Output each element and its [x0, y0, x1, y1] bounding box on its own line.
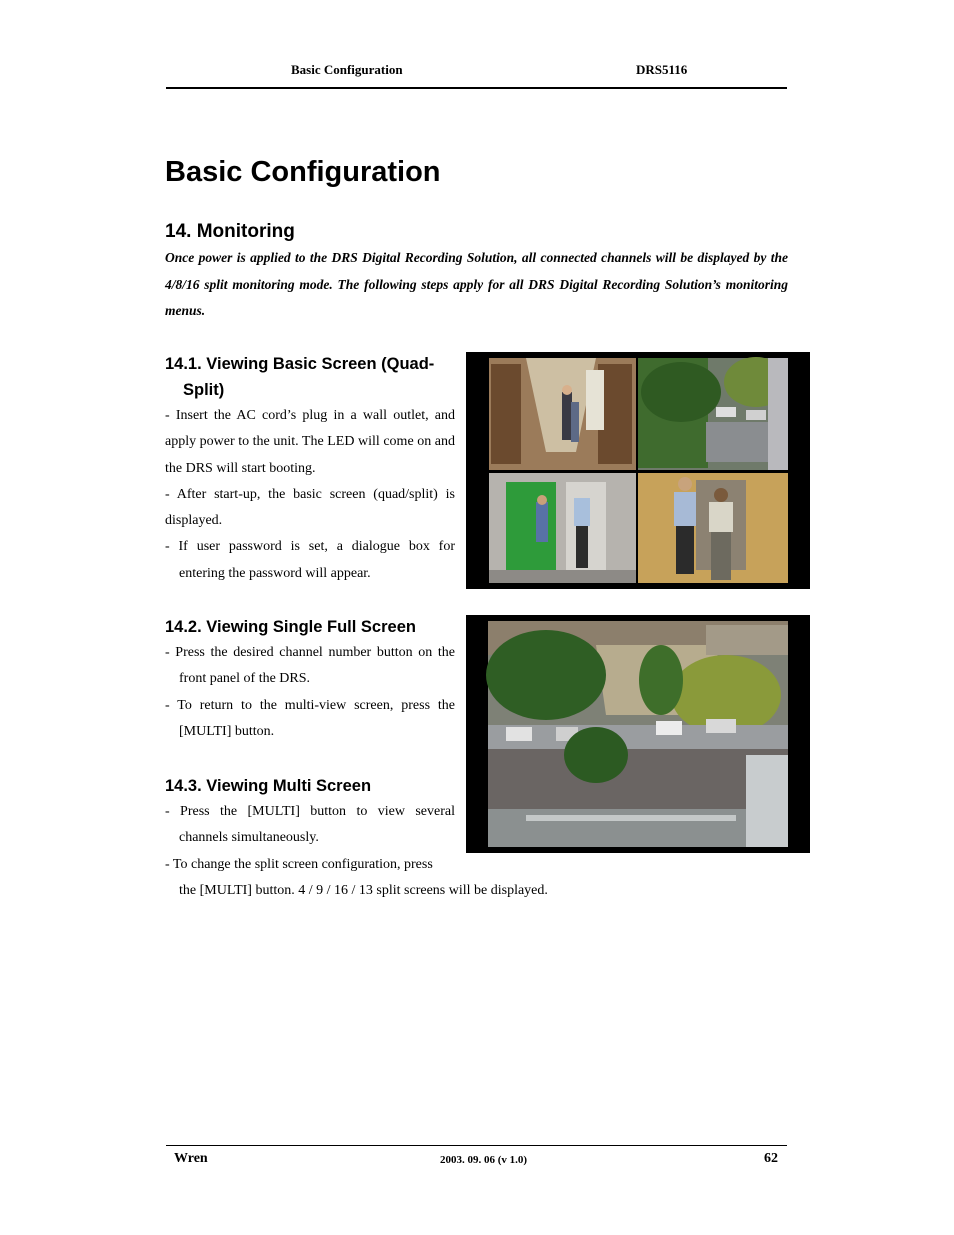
- sub1-item: - After start-up, the basic screen (quad/split) is displayed.: [165, 486, 455, 529]
- single-full-image: [466, 615, 810, 853]
- intro-paragraph: Once power is applied to the DRS Digital Recording Solution, all connected channels will be displayed by the 4/8/16 split monitoring mode. The following steps apply for all DRS Digital Recording Solution’s monitoring menus.: [165, 250, 788, 318]
- sub1-heading-line1: 14.1. Viewing Basic Screen (Quad-: [165, 355, 435, 373]
- sub3-item: the [MULTI] button. 4 / 9 / 16 / 13 split screens will be displayed.: [179, 882, 548, 898]
- footer-date: 2003. 09. 06 (v 1.0): [440, 1154, 528, 1166]
- sub1-heading: [165, 351, 434, 403]
- header-left: Basic Configuration: [291, 62, 403, 77]
- sub2-item: - Press the desired channel number button on the front panel of the DRS.: [165, 645, 455, 687]
- header-rule: [166, 87, 787, 89]
- sub2-item: - To return to the multi-view screen, press the [MULTI] button.: [165, 697, 455, 739]
- sub3-item: - To change the split screen configuration, press: [165, 856, 433, 872]
- sub1-item: - Insert the AC cord’s plug in a wall outlet, and apply power to the unit. The LED will come on and the DRS will start booting.: [165, 408, 455, 476]
- section-intro: [165, 245, 788, 325]
- sub1-item: - If user password is set, a dialogue box for entering the password will appear.: [165, 539, 455, 581]
- section-heading: 14. Monitoring: [165, 221, 295, 242]
- sub2-body: [165, 640, 455, 745]
- page-title: Basic Configuration: [165, 156, 441, 188]
- header-right: DRS5116: [636, 62, 688, 77]
- sub3-item: - Press the [MULTI] button to view several channels simultaneously.: [165, 804, 455, 846]
- sub1-body: [165, 403, 455, 587]
- sub1-heading-line2: Split): [183, 381, 225, 399]
- footer-rule: [166, 1145, 787, 1146]
- single-full-screenshot: [466, 615, 810, 853]
- quad-split-image: [466, 352, 810, 589]
- camera-street-top: [638, 357, 788, 470]
- sub3-body: [165, 799, 548, 904]
- camera-corridor: [489, 358, 636, 470]
- camera-elevator-green: [489, 473, 636, 583]
- camera-elevator-lobby: [638, 473, 788, 583]
- camera-street-full: [486, 621, 788, 847]
- quad-split-screenshot: [466, 352, 810, 589]
- page-number: 62: [764, 1151, 778, 1166]
- sub3-heading: 14.3. Viewing Multi Screen: [165, 777, 372, 795]
- sub2-heading: 14.2. Viewing Single Full Screen: [165, 618, 416, 636]
- footer-left: Wren: [174, 1151, 208, 1166]
